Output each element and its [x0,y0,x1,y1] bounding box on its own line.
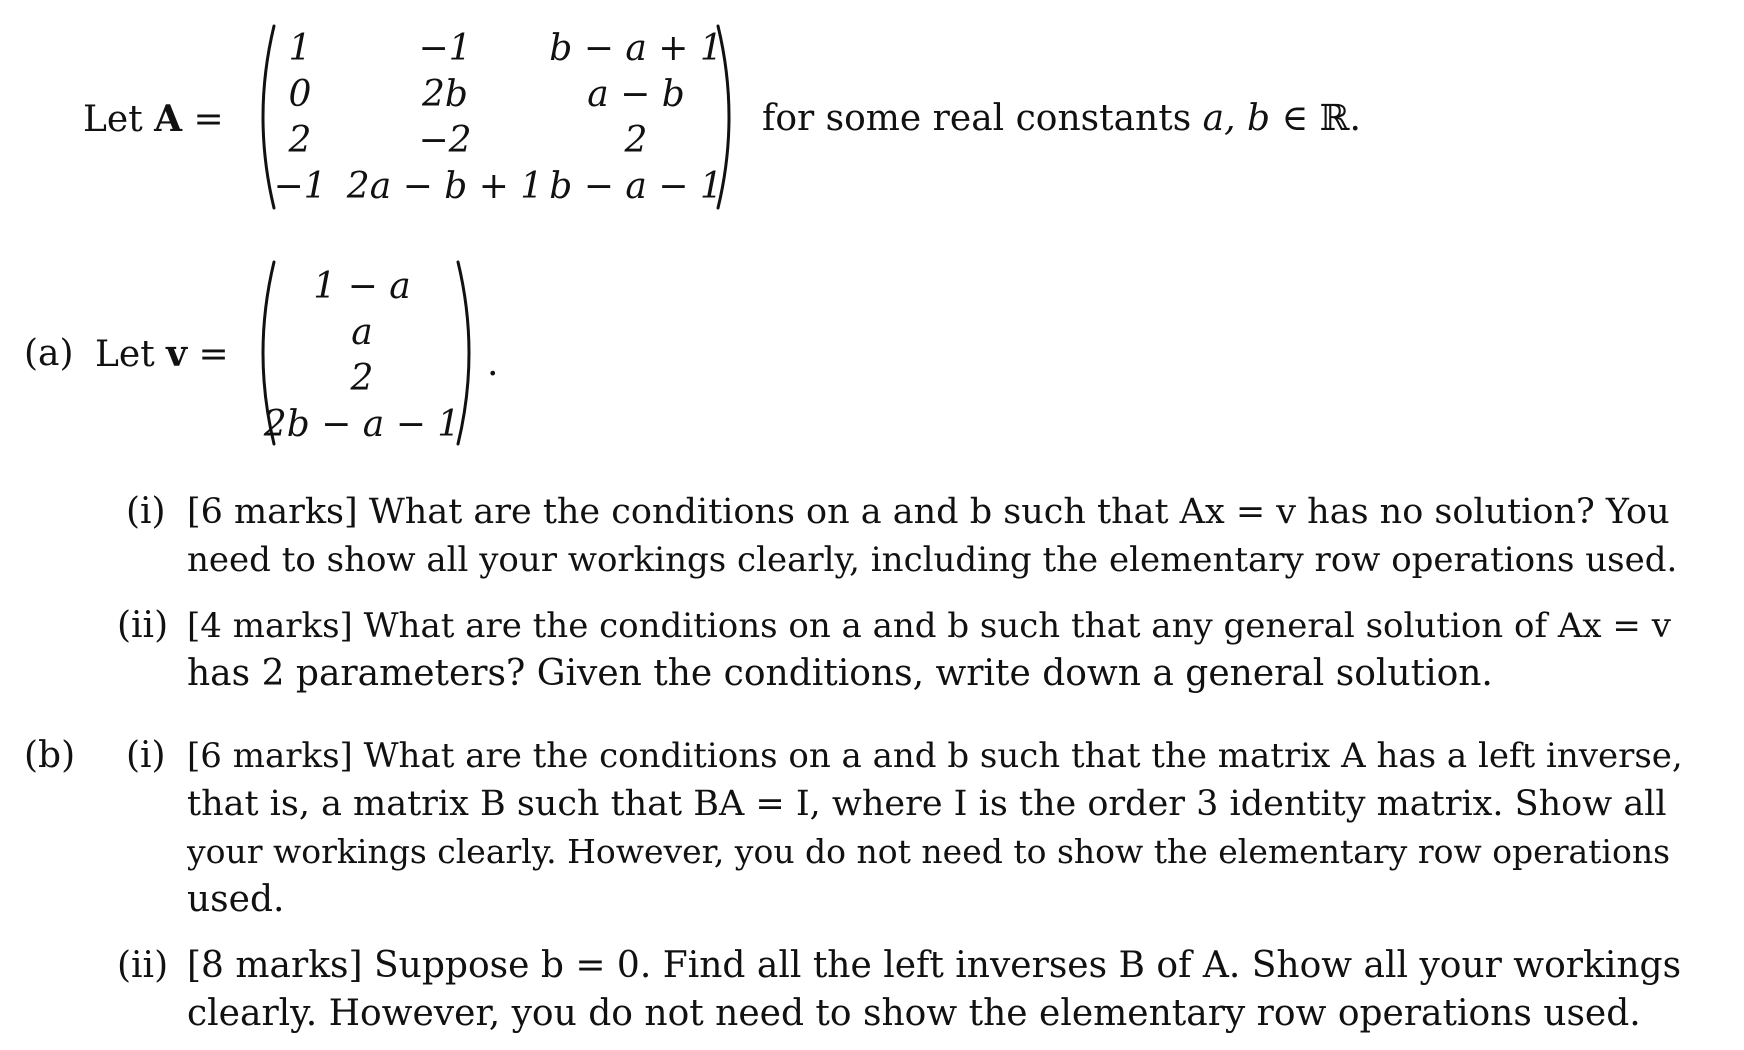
intro-let-a [83,95,224,144]
part-b-ii-label: (ii) [117,945,169,986]
suffix-vars: a, b [1202,98,1271,139]
equals-sign: = [182,99,224,140]
part-b-i-line4: used. [187,879,285,920]
part-a-ii-line1 [187,602,1671,650]
intro-suffix [762,95,1361,143]
vector-trailing-period: . [487,343,499,384]
vector-symbol-v: v [166,333,188,375]
part-a-let-v [95,330,229,379]
suffix-set: ∈ ℝ. [1270,98,1361,139]
part-a-i-label: (i) [126,491,166,532]
marks: [6 marks] [187,736,353,776]
marks: [8 marks] [187,945,363,986]
part-b-i-label: (i) [126,735,166,776]
part-b-i-line1 [187,732,1683,780]
part-a-ii-line2: has 2 parameters? Given the conditions, write down a general solution. [187,653,1493,694]
part-b-ii-line1 [187,942,1681,990]
equals-sign: = [187,334,229,375]
part-b-i-line2: that is, a matrix B such that BA = I, where I is the order 3 identity matrix. Show all [187,784,1667,824]
part-a-i-line1 [187,488,1670,536]
question-text: What are the conditions on a and b such that Ax = v has no solution? You [368,492,1670,532]
part-b-ii-line2: clearly. However, you do not need to show the elementary row operations used. [187,993,1641,1034]
question-text: What are the conditions on a and b such that the matrix A has a left inverse, [363,736,1683,776]
question-text: Suppose b = 0. Find all the left inverses B of A. Show all your workings [374,945,1682,986]
matrix-symbol-a: A [154,98,183,140]
part-a-label: (a) [24,333,74,374]
part-a-ii-label: (ii) [117,605,169,646]
marks: [6 marks] [187,492,358,532]
let-text: Let [95,334,167,375]
part-b-label: (b) [24,735,76,776]
part-a-i-line2: need to show all your workings clearly, including the elementary row operations used. [187,540,1678,580]
question-text: What are the conditions on a and b such that any general solution of Ax = v [363,606,1671,646]
part-b-i-line3: your workings clearly. However, you do not need to show the elementary row operations [187,832,1671,871]
marks: [4 marks] [187,606,353,646]
suffix-text: for some real constants [762,98,1203,139]
let-text: Let [83,99,155,140]
